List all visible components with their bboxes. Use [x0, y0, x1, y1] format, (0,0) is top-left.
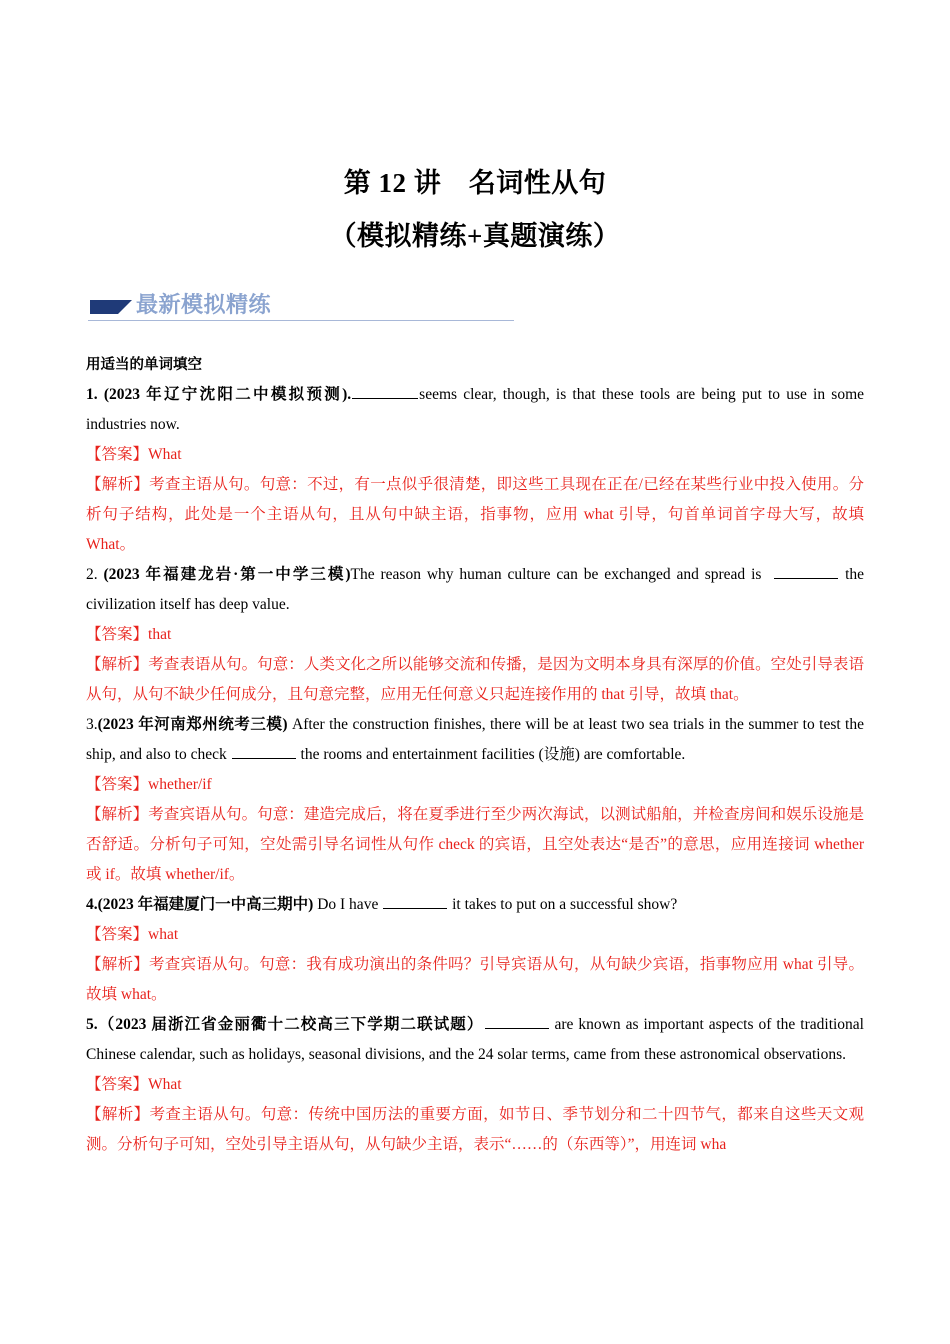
question-text-before: The reason why human culture can be exchanged and spread is [350, 566, 762, 583]
answer-3 [86, 770, 864, 800]
answer-blank [383, 895, 447, 909]
question-text-after: the civilization itself has deep value. [86, 566, 865, 613]
page-subtitle: （模拟精练+真题演练） [329, 221, 621, 251]
question-2 [86, 560, 864, 620]
question-4 [86, 890, 864, 920]
analysis-tag: 【解析】 [86, 1106, 150, 1123]
question-text: seems clear, though, is that these tools are being put to use in some industries now. [86, 386, 865, 433]
question-5 [86, 1010, 864, 1070]
answer-value: that [148, 626, 172, 643]
section-banner-label: 最新模拟精练 [136, 293, 272, 318]
instruction: 用适当的单词填空 [86, 357, 202, 373]
analysis-tag: 【解析】 [86, 476, 150, 493]
exercise-content [86, 350, 864, 1160]
answer-blank [352, 385, 418, 399]
answer-tag: 【答案】 [86, 1076, 149, 1093]
answer-1 [86, 440, 864, 470]
question-text-after: the rooms and entertainment facilities (设施) are comfortable. [300, 746, 686, 763]
answer-blank [232, 745, 296, 759]
analysis-tag: 【解析】 [86, 956, 149, 973]
answer-2 [86, 620, 864, 650]
question-source: (2023 年福建厦门一中高三期中) [97, 896, 314, 913]
banner-bar-icon [90, 300, 118, 314]
analysis-text: 考查表语从句。句意：人类文化之所以能够交流和传播，是因为文明本身具有深厚的价值。空处引导表语从句，从句不缺少任何成分，且句意完整，应用无任何意义只起连接作用的 that 引导，故填 that。 [86, 656, 864, 703]
question-number: 3. [86, 716, 98, 733]
answer-tag: 【答案】 [86, 926, 149, 943]
question-number: 5. [86, 1016, 98, 1033]
answer-4 [86, 920, 864, 950]
analysis-text: 考查宾语从句。句意：建造完成后，将在夏季进行至少两次海试，以测试船舶，并检查房间和娱乐设施是否舒适。分析句子可知，空处需引导名词性从句作 check 的宾语，且空处表达“是否”的意思，应用连接词 whether 或 if。故填 whether/if。 [86, 806, 864, 883]
answer-tag: 【答案】 [86, 626, 149, 643]
question-number: 1. [86, 386, 98, 403]
banner-triangle-icon [118, 300, 132, 314]
question-text-after: it takes to put on a successful show? [452, 896, 678, 913]
banner-underline [88, 320, 514, 321]
analysis-text: 考查主语从句。句意：传统中国历法的重要方面，如节日、季节划分和二十四节气，都来自这些天文观测。分析句子可知，空处引导主语从句，从句缺少主语，表示“……的（东西等）”，用连词 wha [86, 1106, 864, 1153]
analysis-1 [86, 470, 864, 560]
answer-tag: 【答案】 [86, 776, 149, 793]
answer-value: what [148, 926, 179, 943]
question-1 [86, 380, 864, 440]
answer-value: What [148, 446, 182, 463]
question-3 [86, 710, 864, 770]
question-number: 2. [86, 566, 98, 583]
answer-blank [774, 565, 838, 579]
answer-value: What [148, 1076, 182, 1093]
answer-5 [86, 1070, 864, 1100]
analysis-2 [86, 650, 864, 710]
analysis-3 [86, 800, 864, 890]
question-text-before: After the construction finishes, there will be at least two sea trials in the summer to test the ship, and also to check [86, 716, 864, 763]
page-title: 第 12 讲 名词性从句 [343, 168, 607, 198]
question-source: (2023 年河南郑州统考三模) [97, 716, 288, 733]
section-banner [88, 292, 514, 322]
analysis-text: 考查主语从句。句意：不过，有一点似乎很清楚，即这些工具现在正在/已经在某些行业中投入使用。分析句子结构，此处是一个主语从句，且从句中缺主语，指事物，应用 what 引导，句首单词首字母大写，故填 What。 [86, 476, 864, 553]
question-source: (2023 年福建龙岩·第一中学三模) [103, 566, 351, 583]
analysis-tag: 【解析】 [86, 656, 149, 673]
question-text-after: are known as important aspects of the traditional Chinese calendar, such as holidays, seasonal divisions, and the 24 solar terms, came from these astronomical observations. [86, 1016, 864, 1063]
question-source: (2023 年辽宁沈阳二中模拟预测). [103, 386, 352, 403]
answer-tag: 【答案】 [86, 446, 149, 463]
analysis-4 [86, 950, 864, 1010]
answer-blank [485, 1015, 549, 1029]
question-source: （2023 届浙江省金丽衢十二校高三下学期二联试题） [97, 1016, 484, 1033]
analysis-5 [86, 1100, 864, 1160]
question-text-before: Do I have [317, 896, 379, 913]
analysis-tag: 【解析】 [86, 806, 149, 823]
analysis-text: 考查宾语从句。句意：我有成功演出的条件吗？引导宾语从句，从句缺少宾语，指事物应用 what 引导。故填 what。 [86, 956, 864, 1003]
question-number: 4. [86, 896, 98, 913]
answer-value: whether/if [148, 776, 212, 793]
